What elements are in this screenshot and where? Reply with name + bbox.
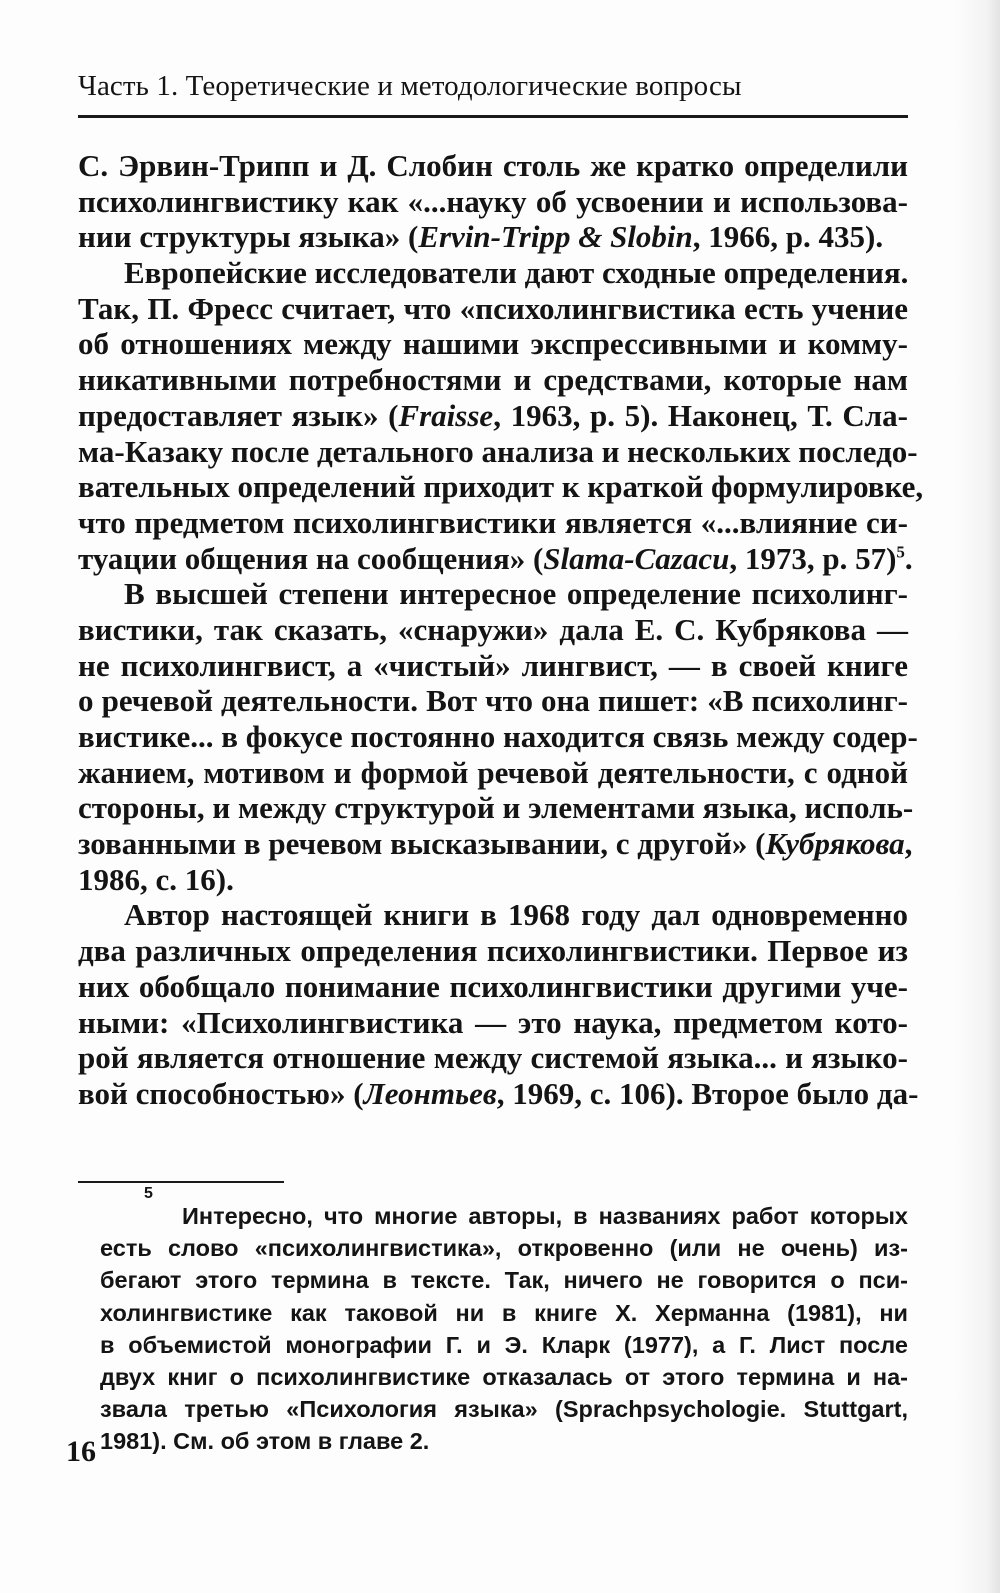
footnote-line: бегают этого термина в тексте. Так, ничего не говорится о пси- [100, 1267, 908, 1294]
footnote-line: холингвистике как таковой ни в книге Х. Херманна (1981), ни [100, 1299, 908, 1326]
citation-author: Леонтьев [363, 1075, 497, 1111]
text-line: рой является отношение между системой языка... и языко- [78, 1040, 908, 1076]
text-line: психолингвистику как «...науку об усвоении и использова- [78, 183, 908, 219]
text-line: вистики, так сказать, «снаружи» дала Е. С. Кубрякова — [78, 611, 908, 647]
text-line: стороны, и между структурой и элементами языка, исполь- [78, 790, 914, 826]
citation-author: Кубрякова [765, 826, 905, 862]
text-line: туации общения на сообщения» (Slama-Cazacu, 1973, р. 57)$^5$. [78, 540, 913, 576]
citation-author: Slama-Cazacu [543, 540, 730, 576]
text-line: них обобщало понимание психолингвистики другими уче- [78, 968, 908, 1004]
text-line: вательных определений приходит к краткой формулировке, [78, 469, 924, 505]
text-line: нии структуры языка» (Ervin-Tripp & Slobin, 1966, р. 435). [78, 219, 884, 255]
text-line: В высшей степени интересное определение психолинг- [124, 576, 908, 612]
footnote-line: двух книг о психолингвистике отказалась от этого термина и на- [100, 1363, 908, 1390]
page-edge-shadow [954, 0, 1000, 1593]
running-header: Часть 1. Теоретические и методологические вопросы [78, 70, 742, 102]
text-line: вой способностью» (Леонтьев, 1969, с. 106). Второе было да- [78, 1075, 919, 1111]
text-line: об отношениях между нашими экспрессивными и комму- [78, 326, 908, 362]
text-line: что предметом психолингвистики является «...влияние си- [78, 504, 908, 540]
footnote-reference: 5 [896, 542, 905, 562]
footnote-line: 5 Интересно, что многие авторы, в названиях работ которых [144, 1185, 908, 1229]
footnote-line: в объемистой монографии Г. и Э. Кларк (1977), а Г. Лист после [100, 1331, 908, 1358]
body-text [78, 148, 924, 1112]
citation-author: Ervin-Tripp & Slobin [418, 219, 693, 255]
text-line: два различных определения психолингвистики. Первое из [78, 933, 908, 969]
text-line: Европейские исследователи дают сходные определения. [124, 255, 909, 291]
header-rule [78, 115, 908, 118]
text-line: о речевой деятельности. Вот что она пишет: «В психолинг- [78, 683, 908, 719]
text-line: предоставляет язык» (Fraisse, 1963, р. 5). Наконец, Т. Сла- [78, 397, 908, 433]
footnote-rule [78, 1181, 284, 1183]
text-line: С. Эрвин-Трипп и Д. Слобин столь же кратко определили [78, 148, 908, 183]
footnote-line: 1981). См. об этом в главе 2. [100, 1428, 430, 1455]
text-line: не психолингвист, а «чистый» лингвист, — в своей книге [78, 647, 908, 683]
citation-author: Fraisse [398, 397, 494, 433]
footnote-line: звала третью «Психология языка» (Sprachpsychologie. Stuttgart, [100, 1396, 908, 1423]
text-line: вистике... в фокусе постоянно находится связь между содер- [78, 719, 918, 754]
text-line: зованными в речевом высказывании, с другой» (Кубрякова, [78, 826, 913, 862]
text-line: ными: «Психолингвистика — это наука, предметом кото- [78, 1004, 908, 1040]
footnote-line: есть слово «психолингвистика», откровенно (или не очень) из- [100, 1235, 908, 1262]
text-line: ма-Казаку после детального анализа и нескольких последо- [78, 433, 918, 469]
footnote [100, 1185, 908, 1458]
text-line: Автор настоящей книги в 1968 году дал одновременно [124, 897, 908, 933]
text-line: никативными потребностями и средствами, которые нам [78, 362, 908, 398]
page-number: 16 [66, 1435, 96, 1468]
text-line: Так, П. Фресс считает, что «психолингвистика есть учение [78, 290, 908, 326]
text-line: жанием, мотивом и формой речевой деятельности, с одной [78, 754, 908, 790]
text-line: 1986, с. 16). [78, 861, 234, 897]
